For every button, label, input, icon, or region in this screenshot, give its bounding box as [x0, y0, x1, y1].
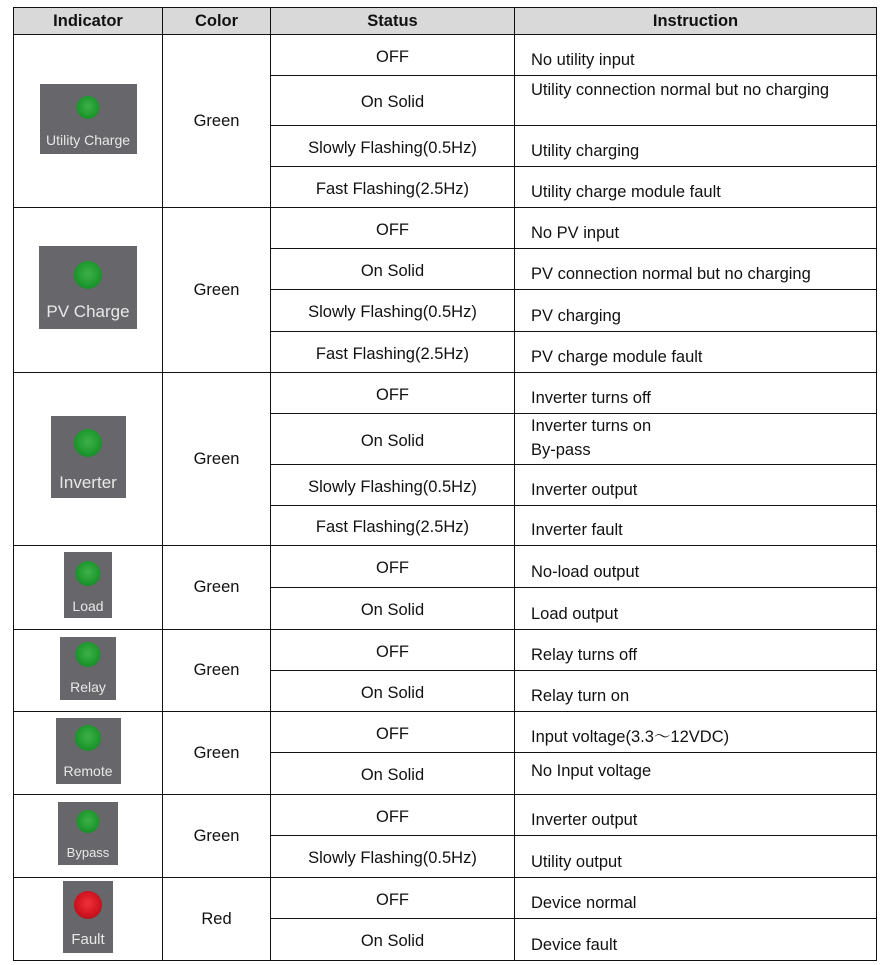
instruction-cell [515, 414, 877, 465]
inverter-led-image [51, 416, 126, 498]
green-led-icon [77, 810, 100, 833]
instruction-cell: Input voltage(3.3～12VDC) [515, 712, 877, 753]
instruction-cell: Utility charge module fault [515, 167, 877, 208]
status-cell: OFF [271, 373, 515, 414]
status-cell: On Solid [271, 414, 515, 465]
instruction-cell: Load output [515, 588, 877, 630]
instruction-cell: PV connection normal but no charging [515, 249, 877, 290]
status-cell: Fast Flashing(2.5Hz) [271, 506, 515, 546]
header-row [14, 8, 877, 35]
led-label: Bypass [66, 845, 110, 860]
color-cell: Green [163, 546, 271, 630]
led-label: Relay [70, 678, 106, 695]
instruction-cell: Utility connection normal but no charging [515, 76, 877, 126]
pv-charge-led-image [39, 246, 137, 329]
status-cell: OFF [271, 795, 515, 836]
instruction-line: By-pass [531, 441, 591, 459]
status-cell: Slowly Flashing(0.5Hz) [271, 465, 515, 506]
instruction-cell: Device fault [515, 919, 877, 961]
instruction-cell: No Input voltage [515, 753, 877, 795]
status-cell: OFF [271, 35, 515, 76]
instruction-cell: Relay turns off [515, 630, 877, 671]
indicator-cell-utility-charge [14, 35, 163, 208]
status-cell: OFF [271, 208, 515, 249]
led-label: Fault [71, 930, 105, 948]
table-row [14, 630, 877, 671]
header-instruction: Instruction [515, 8, 877, 35]
instruction-cell: Relay turn on [515, 671, 877, 712]
remote-led-image [56, 718, 121, 784]
status-cell: OFF [271, 546, 515, 588]
status-cell: On Solid [271, 249, 515, 290]
table-row [14, 878, 877, 919]
instruction-cell: Inverter output [515, 465, 877, 506]
color-cell: Green [163, 795, 271, 878]
instruction-line: Inverter turns on [531, 417, 652, 435]
color-cell: Green [163, 208, 271, 373]
table-row [14, 712, 877, 753]
instruction-cell: No utility input [515, 35, 877, 76]
relay-led-image [60, 637, 116, 700]
instruction-cell: No PV input [515, 208, 877, 249]
instruction-cell: Device normal [515, 878, 877, 919]
instruction-cell: No-load output [515, 546, 877, 588]
green-led-icon [74, 261, 102, 289]
fault-led-image [63, 881, 113, 953]
indicator-cell-fault [14, 878, 163, 961]
led-label: Utility Charge [45, 131, 131, 148]
led-label: Inverter [59, 472, 117, 492]
color-cell: Red [163, 878, 271, 961]
indicator-table [13, 7, 877, 961]
indicator-cell-bypass [14, 795, 163, 878]
table-row [14, 373, 877, 414]
green-led-icon [77, 96, 100, 119]
instruction-cell: Utility charging [515, 126, 877, 167]
load-led-image [64, 552, 112, 618]
instruction-cell: PV charge module fault [515, 332, 877, 373]
instruction-cell: Inverter fault [515, 506, 877, 546]
status-cell: Slowly Flashing(0.5Hz) [271, 290, 515, 332]
status-cell: On Solid [271, 76, 515, 126]
color-cell: Green [163, 35, 271, 208]
instruction-cell: Inverter output [515, 795, 877, 836]
status-cell: On Solid [271, 588, 515, 630]
status-cell: On Solid [271, 919, 515, 961]
instruction-cell: Inverter turns off [515, 373, 877, 414]
green-led-icon [76, 561, 101, 586]
utility-charge-led-image [40, 84, 137, 154]
status-cell: OFF [271, 712, 515, 753]
green-led-icon [74, 429, 102, 457]
header-status: Status [271, 8, 515, 35]
instruction-cell: PV charging [515, 290, 877, 332]
led-label: PV Charge [46, 302, 130, 321]
red-led-icon [74, 891, 102, 919]
indicator-cell-relay [14, 630, 163, 712]
led-label: Remote [63, 762, 113, 779]
header-indicator: Indicator [14, 8, 163, 35]
bypass-led-image [58, 802, 118, 865]
table-row [14, 208, 877, 249]
status-cell: On Solid [271, 671, 515, 712]
status-cell: OFF [271, 630, 515, 671]
status-cell: Fast Flashing(2.5Hz) [271, 167, 515, 208]
table-row [14, 546, 877, 588]
color-cell: Green [163, 712, 271, 795]
green-led-icon [76, 642, 101, 667]
status-cell: Slowly Flashing(0.5Hz) [271, 126, 515, 167]
instruction-cell: Utility output [515, 836, 877, 878]
table-row [14, 35, 877, 76]
status-cell: Fast Flashing(2.5Hz) [271, 332, 515, 373]
status-cell: OFF [271, 878, 515, 919]
header-color: Color [163, 8, 271, 35]
led-label: Load [72, 598, 104, 614]
indicator-cell-pv-charge [14, 208, 163, 373]
color-cell: Green [163, 630, 271, 712]
indicator-cell-load [14, 546, 163, 630]
green-led-icon [75, 725, 101, 751]
indicator-cell-remote [14, 712, 163, 795]
status-cell: Slowly Flashing(0.5Hz) [271, 836, 515, 878]
table-row [14, 795, 877, 836]
status-cell: On Solid [271, 753, 515, 795]
color-cell: Green [163, 373, 271, 546]
indicator-cell-inverter [14, 373, 163, 546]
